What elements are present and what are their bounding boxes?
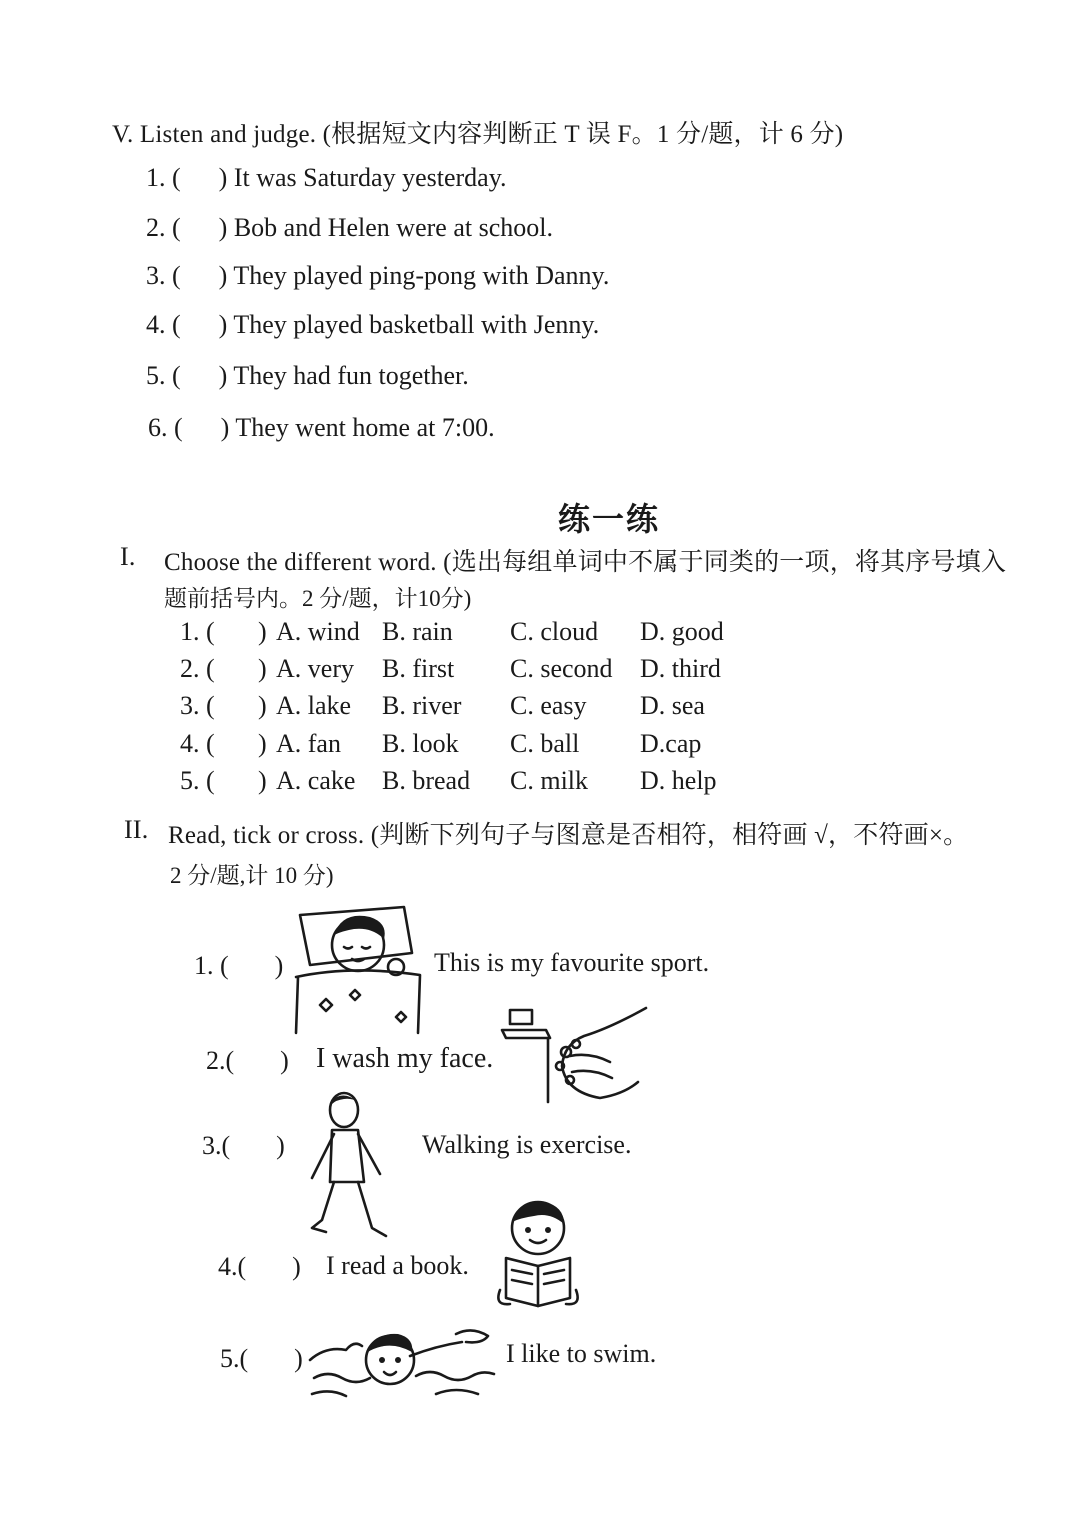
item-number: 2. ( (146, 213, 181, 242)
judge-item-4 (146, 310, 599, 340)
tick-item-1 (194, 951, 283, 981)
option-c: C. easy (510, 691, 587, 720)
item-close: ) (294, 1344, 303, 1373)
judge-item-1 (146, 163, 507, 193)
item-close: ) (276, 1131, 285, 1160)
option-a: A. very (276, 654, 354, 683)
item-number: 4. ( (146, 310, 181, 339)
option-b: B. look (382, 729, 459, 758)
item-close: ) (218, 310, 228, 339)
row-number: 1. ( (180, 617, 215, 646)
tick-item-2 (206, 1046, 289, 1076)
item-close: ) (218, 213, 228, 242)
option-d: D. sea (640, 691, 705, 720)
option-d: D. third (640, 654, 721, 683)
item-close: ) (218, 261, 228, 290)
tick-item-4 (218, 1252, 301, 1282)
row-close: ) (258, 654, 267, 683)
option-a: A. cake (276, 766, 356, 795)
section-i-heading-cont: 题前括号内。2 分/题，计10分) (164, 586, 472, 611)
option-b: B. bread (382, 766, 471, 795)
item-number: 6. ( (148, 413, 183, 442)
item-text: This is my favourite sport. (434, 948, 710, 977)
tick-item-5 (220, 1344, 303, 1374)
option-b: B. river (382, 691, 462, 720)
item-text: Bob and Helen were at school. (233, 213, 553, 242)
item-number: 1. ( (194, 951, 229, 980)
item-text: I read a book. (326, 1251, 469, 1280)
option-a: A. lake (276, 691, 352, 720)
item-text: They had fun together. (233, 361, 469, 390)
option-c: C. milk (510, 766, 589, 795)
option-a: A. fan (276, 729, 341, 758)
judge-item-5 (146, 361, 469, 391)
tick-item-3 (202, 1131, 285, 1161)
washing-hands-icon (500, 1002, 650, 1106)
item-text: They played basketball with Jenny. (233, 310, 600, 339)
option-d: D. good (640, 617, 724, 646)
option-c: C. ball (510, 729, 580, 758)
sleeping-child-icon (292, 905, 424, 1035)
item-number: 3. ( (146, 261, 181, 290)
item-number: 2.( (206, 1046, 235, 1075)
section-i-number: I. (120, 542, 136, 571)
child-reading-icon (490, 1194, 586, 1310)
item-text: They went home at 7:00. (235, 413, 495, 442)
row-close: ) (258, 691, 267, 720)
option-d: D.cap (640, 729, 702, 758)
row-close: ) (258, 617, 267, 646)
item-close: ) (218, 361, 228, 390)
section-ii-heading-cont: 2 分/题,计 10 分) (170, 863, 334, 888)
item-close: ) (274, 951, 284, 980)
row-number: 3. ( (180, 691, 215, 720)
option-d: D. help (640, 766, 717, 795)
row-close: ) (258, 729, 267, 758)
item-text: Walking is exercise. (422, 1130, 632, 1159)
section-ii-number: II. (124, 815, 149, 844)
item-number: 4.( (218, 1252, 247, 1281)
item-close: ) (292, 1252, 301, 1281)
judge-item-6 (148, 413, 495, 443)
row-number: 2. ( (180, 654, 215, 683)
judge-item-3 (146, 261, 609, 291)
section-ii-heading: Read, tick or cross. (判断下列句子与图意是否相符，相符画 √，不符画×。 (168, 822, 969, 849)
row-close: ) (258, 766, 267, 795)
option-b: B. first (382, 654, 455, 683)
judge-item-2 (146, 213, 553, 243)
swimming-child-icon (306, 1316, 498, 1408)
item-close: ) (280, 1046, 289, 1075)
item-number: 1. ( (146, 163, 181, 192)
item-number: 5.( (220, 1344, 249, 1373)
section-v-heading: V. Listen and judge. (根据短文内容判断正 T 误 F。1 分/题，计 6 分) (112, 121, 844, 148)
item-text: I wash my face. (316, 1043, 494, 1074)
option-c: C. cloud (510, 617, 599, 646)
row-number: 5. ( (180, 766, 215, 795)
option-b: B. rain (382, 617, 453, 646)
option-c: C. second (510, 654, 613, 683)
item-close: ) (218, 163, 228, 192)
item-number: 3.( (202, 1131, 231, 1160)
item-text: It was Saturday yesterday. (233, 163, 507, 192)
section-i-heading: Choose the different word. (选出每组单词中不属于同类的一项，将其序号填入 (164, 549, 1007, 576)
walking-person-icon (306, 1090, 396, 1248)
item-text: I like to swim. (506, 1339, 657, 1368)
item-text: They played ping-pong with Danny. (233, 261, 610, 290)
row-number: 4. ( (180, 729, 215, 758)
option-a: A. wind (276, 617, 360, 646)
item-close: ) (220, 413, 230, 442)
practice-title: 练一练 (558, 501, 661, 537)
item-number: 5. ( (146, 361, 181, 390)
